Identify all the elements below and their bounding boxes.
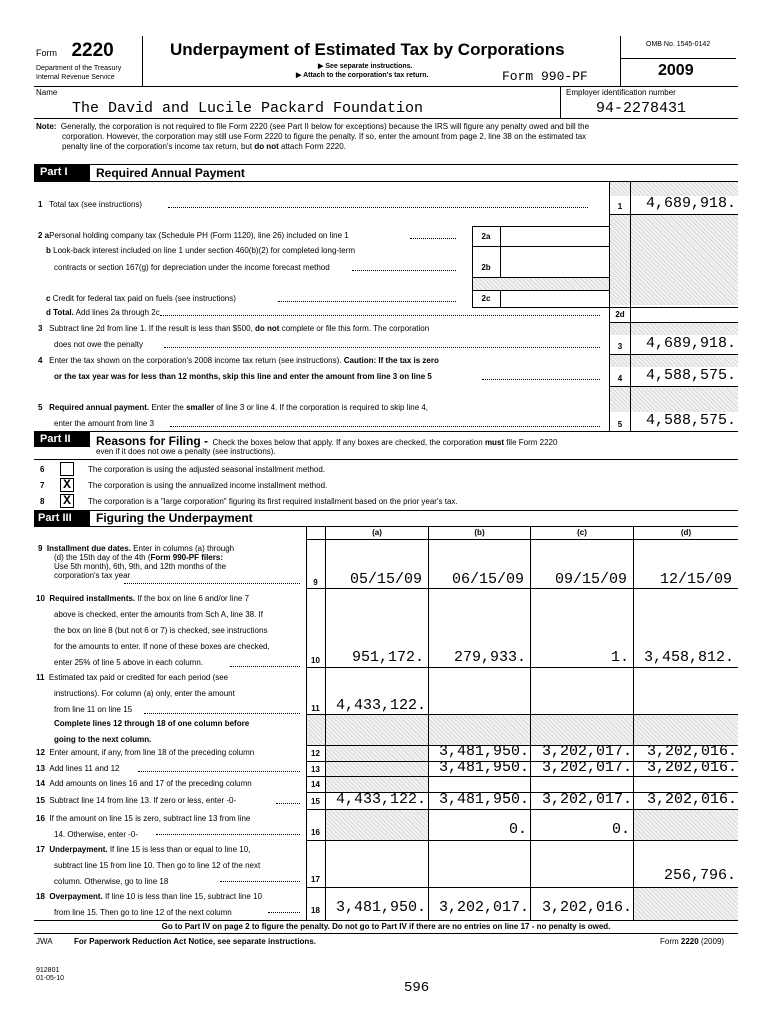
line15-box: 15: [311, 797, 320, 806]
line3-value[interactable]: 4,689,918.: [645, 335, 736, 352]
line13-col-d[interactable]: 3,202,016.: [646, 759, 737, 776]
line14-col-c[interactable]: [531, 777, 633, 791]
form-reference: Form 2220 (2009): [660, 937, 725, 946]
line2b-text-2: contracts or section 167(g) for depreciation under the income forecast method: [54, 263, 330, 272]
column-d-header: (d): [680, 528, 692, 537]
line16-text: 16 If the amount on line 15 is zero, subtract line 13 from line 14. Otherwise, enter -0-: [36, 814, 251, 839]
line17-text: 17 Underpayment. If line 15 is less than or equal to line 10, subtract line 15 from line 10. Then go to line 12 of the next column. Otherwise, go to line 18: [36, 845, 261, 886]
line2c-text: c Credit for federal tax paid on fuels (see instructions): [46, 294, 236, 303]
line10-col-b[interactable]: 279,933.: [453, 649, 526, 666]
line11-text: 11 Estimated tax paid or credited for each period (see instructions). For column (a) only, enter the amount from line 11 on line 15: [36, 673, 235, 714]
line5-value[interactable]: 4,588,575.: [645, 412, 736, 429]
line16-col-c[interactable]: 0.: [611, 821, 630, 838]
line17-box: 17: [311, 875, 320, 884]
page-number: 596: [404, 980, 430, 996]
note-block: [36, 122, 736, 152]
note-label: Note:: [36, 122, 57, 131]
line4-value[interactable]: 4,588,575.: [645, 367, 736, 384]
line2a-box: 2a: [481, 232, 491, 241]
instr-line-1: ▶ See separate instructions.: [318, 63, 413, 70]
line7-text: The corporation is using the annualized income installment method.: [88, 481, 328, 490]
line9-col-a[interactable]: 05/15/09: [349, 571, 422, 588]
line13-box: 13: [311, 765, 320, 774]
part3-tag: Part III: [38, 512, 72, 524]
line9-col-c[interactable]: 09/15/09: [554, 571, 627, 588]
line2c-box: 2c: [481, 294, 491, 303]
complete-instruction: Complete lines 12 through 18 of one column before going to the next column.: [54, 719, 250, 744]
line2a-text: 2 aPersonal holding company tax (Schedule PH (Form 1120), line 26) included on line 1: [38, 231, 349, 240]
line1-value[interactable]: 4,689,918.: [645, 195, 736, 212]
line15-text: 15 Subtract line 14 from line 13. If zero or less, enter -0-: [36, 796, 237, 805]
part1-tag: Part I: [40, 166, 68, 178]
line12-col-c[interactable]: 3,202,017.: [541, 743, 632, 760]
line18-col-b[interactable]: 3,202,017.: [438, 899, 529, 916]
line7-num: 7: [40, 481, 45, 490]
line4-box: 4: [617, 374, 623, 383]
name-label: Name: [36, 88, 58, 97]
return-type: Form 990-PF: [502, 69, 588, 84]
line15-col-d[interactable]: 3,202,016.: [646, 791, 737, 808]
line2c-field[interactable]: [501, 291, 608, 307]
line9-box: 9: [313, 578, 318, 587]
part2-desc-2: even if it does not owe a penalty (see instructions).: [96, 447, 276, 456]
line3-text-2: does not owe the penalty: [54, 340, 143, 349]
line6-text: The corporation is using the adjusted seasonal installment method.: [88, 465, 326, 474]
line3-box: 3: [617, 342, 623, 351]
line15-col-c[interactable]: 3,202,017.: [541, 791, 632, 808]
line10-col-d[interactable]: 3,458,812.: [643, 649, 734, 666]
line6-checkbox[interactable]: [60, 462, 74, 476]
line1-text: 1 Total tax (see instructions): [38, 200, 143, 209]
line9-col-b[interactable]: 06/15/09: [451, 571, 524, 588]
line13-text: 13 Add lines 11 and 12: [36, 764, 120, 773]
column-b-header: (b): [474, 528, 485, 537]
ein-field[interactable]: 94-2278431: [596, 100, 687, 117]
line18-text: 18 Overpayment. If line 10 is less than line 15, subtract line 10 from line 15. Then go to line 12 of the next column: [36, 892, 262, 917]
line17-col-d[interactable]: 256,796.: [663, 867, 736, 884]
line5-box: 5: [617, 420, 623, 429]
line11-box: 11: [311, 704, 320, 713]
column-c-header: (c): [577, 528, 587, 537]
note-line-3: penalty line of the corporation's income tax return, but do not attach Form 2220.: [62, 142, 346, 151]
line16-col-b[interactable]: 0.: [508, 821, 527, 838]
line8-checkbox[interactable]: X: [60, 494, 74, 508]
line18-col-c[interactable]: 3,202,016.: [541, 899, 632, 916]
line4-text-1: 4 Enter the tax shown on the corporation's 2008 income tax return (see instructions). Caution: If the tax is zero: [38, 356, 439, 365]
part3-title: Figuring the Underpayment: [96, 511, 253, 525]
line16-box: 16: [311, 828, 320, 837]
line12-col-b[interactable]: 3,481,950.: [438, 743, 529, 760]
form-label: [36, 40, 114, 62]
line10-box: 10: [311, 656, 320, 665]
line8-num: 8: [40, 497, 45, 506]
line10-text: 10 Required installments. If the box on line 6 and/or line 7 above is checked, enter the amounts from Sch A, line 38. If the box on line 8 (but not 6 or 7) is checked, see instructions for the amounts to enter. If none of these boxes are checked, enter 25% of line 5 above in each column.: [36, 594, 270, 667]
line2d-box: 2d: [615, 310, 625, 319]
line2a-field[interactable]: [501, 227, 608, 245]
omb-number: OMB No. 1545-0142: [646, 41, 711, 48]
line14-col-b[interactable]: [429, 777, 530, 791]
goto-instruction: Go to Part IV on page 2 to figure the penalty. Do not go to Part IV if there are no entries on line 17 - no penalty is owed.: [161, 922, 611, 931]
paperwork-notice: For Paperwork Reduction Act Notice, see separate instructions.: [74, 937, 316, 946]
line4-text-2: or the tax year was for less than 12 months, skip this line and enter the amount from line 3 on line 5: [54, 372, 432, 381]
ein-label: Employer identification number: [566, 88, 676, 97]
form-title: Underpayment of Estimated Tax by Corporations: [170, 40, 565, 59]
part2-heading: Reasons for Filing - Check the boxes below that apply. If any boxes are checked, the corporation must file Form 2220: [96, 434, 558, 448]
line12-col-d[interactable]: 3,202,016.: [646, 743, 737, 760]
line2d-field[interactable]: [631, 308, 738, 322]
line14-col-d[interactable]: [634, 777, 738, 791]
line17-col-a[interactable]: [326, 841, 428, 887]
jwa-label: JWA: [36, 937, 53, 946]
form-number: 2220: [71, 40, 114, 61]
line13-col-c[interactable]: 3,202,017.: [541, 759, 632, 776]
line10-col-c[interactable]: 1.: [610, 649, 629, 666]
name-field[interactable]: The David and Lucile Packard Foundation: [72, 100, 424, 117]
form-code-2: 01-05-10: [36, 975, 65, 982]
line14-box: 14: [311, 780, 320, 789]
line15-col-a[interactable]: 4,433,122.: [335, 791, 426, 808]
line5-text-2: enter the amount from line 3: [54, 419, 155, 428]
line15-col-b[interactable]: 3,481,950.: [438, 791, 529, 808]
line3-text-1: 3 Subtract line 2d from line 1. If the result is less than $500, do not complete or file this form. The corporation: [38, 324, 430, 333]
dept-line-1: Department of the Treasury: [36, 65, 122, 72]
line18-box: 18: [311, 906, 320, 915]
line17-col-c[interactable]: [531, 841, 633, 887]
part2-tag: Part II: [40, 433, 71, 445]
line9-text: 9 Installment due dates. Enter in columns (a) through (d) the 15th day of the 4th (Form 990-PF filers: Use 5th month), 6th, 9th, and 12th months of the corporation's tax year: [38, 544, 235, 580]
line2d-text: d Total. Add lines 2a through 2c: [46, 308, 160, 317]
note-line-1: Generally, the corporation is not required to file Form 2220 (see Part II below for exceptions) because the IRS will figure any penalty owed and bill the: [60, 122, 590, 131]
part1-title: Required Annual Payment: [96, 166, 245, 180]
instr-line-2: ▶ Attach to the corporation's tax return.: [296, 72, 429, 79]
note-line-2: corporation. However, the corporation may still use Form 2220 to figure the penalty. If so, enter the amount from page 2, line 38 on the estimated tax: [62, 132, 587, 141]
line11-col-a[interactable]: 4,433,122.: [335, 697, 426, 714]
line8-text: The corporation is a "large corporation" figuring its first required installment based on the prior year's tax.: [88, 497, 458, 506]
form-word: Form: [36, 48, 57, 58]
line6-num: 6: [40, 465, 45, 474]
line17-col-b[interactable]: [429, 841, 530, 887]
form-code-1: 912801: [36, 967, 60, 974]
line12-box: 12: [311, 749, 320, 758]
line13-col-b[interactable]: 3,481,950.: [438, 759, 529, 776]
line2b-box: 2b: [481, 263, 491, 272]
tax-year: 2009: [658, 62, 694, 79]
dept-line-2: Internal Revenue Service: [36, 74, 115, 81]
line5-text-1: 5 Required annual payment. Enter the smaller of line 3 or line 4. If the corporation is required to skip line 4,: [38, 403, 429, 412]
line12-text: 12 Enter amount, if any, from line 18 of the preceding column: [36, 748, 255, 757]
line9-col-d[interactable]: 12/15/09: [659, 571, 732, 588]
line2b-field[interactable]: [501, 247, 608, 277]
line1-box: 1: [617, 202, 623, 211]
line7-checkbox[interactable]: X: [60, 478, 74, 492]
column-a-header: (a): [372, 528, 382, 537]
line10-col-a[interactable]: 951,172.: [351, 649, 424, 666]
line18-col-a[interactable]: 3,481,950.: [335, 899, 426, 916]
line14-text: 14 Add amounts on lines 16 and 17 of the preceding column: [36, 779, 252, 788]
line2b-text-1: b Look-back interest included on line 1 under section 460(b)(2) for completed long-term: [46, 246, 356, 255]
